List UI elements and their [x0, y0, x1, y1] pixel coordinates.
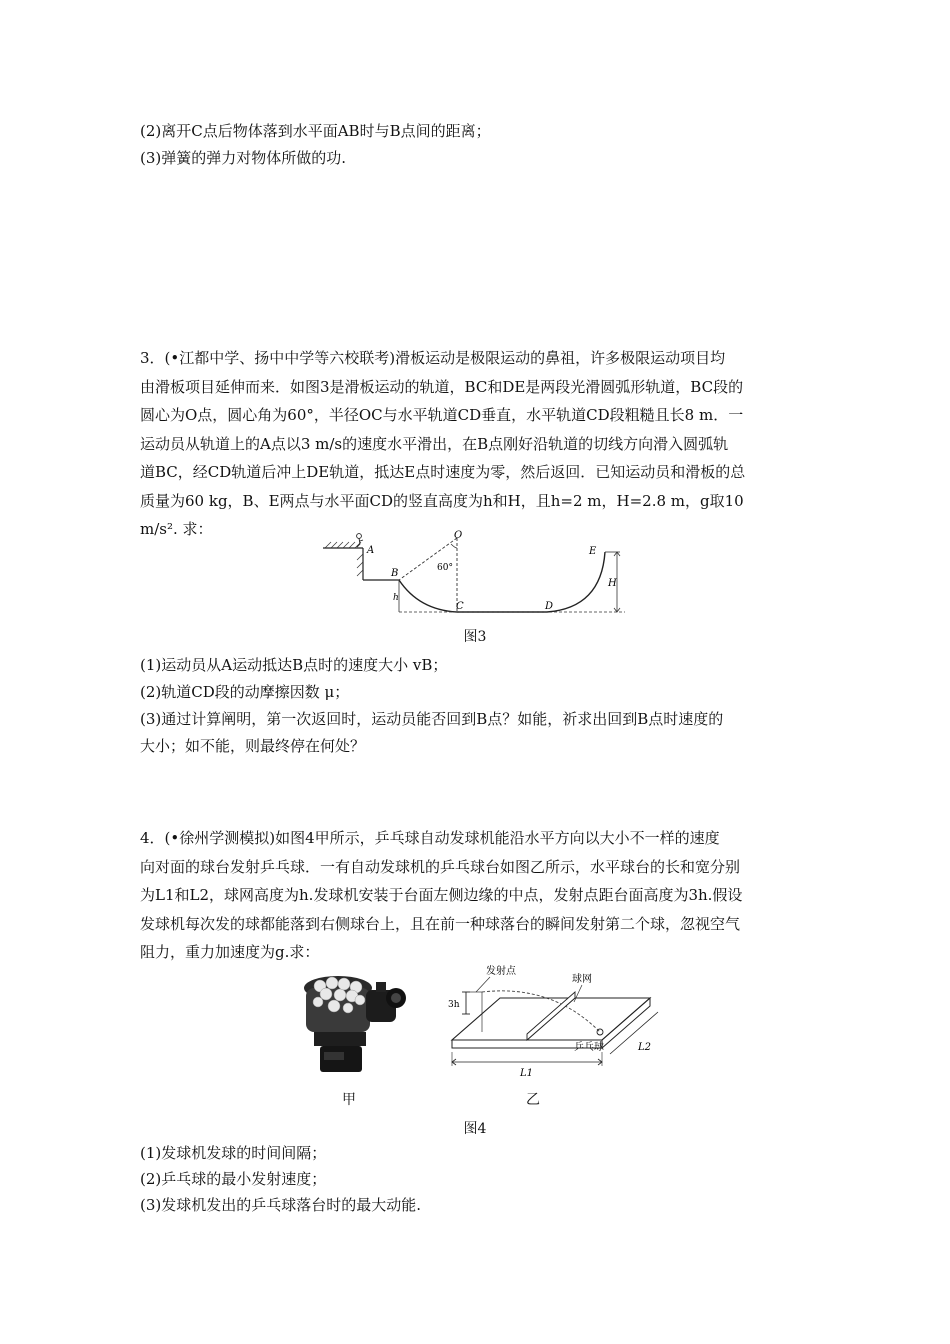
q4-line: 阻力，重力加速度为g.求：: [140, 943, 320, 961]
q3-part: (1)运动员从A运动抵达B点时的速度大小 vB；: [140, 656, 448, 674]
q3-text: [140, 344, 812, 544]
q3-line: 3．(•江都中学、扬中中学等六校联考)滑板运动是极限运动的鼻祖，许多极限运动项目均: [140, 349, 726, 367]
q3-line: 圆心为O点，圆心角为60°，半径OC与水平轨道CD垂直，水平轨道CD段粗糙且长8 m．一: [140, 406, 744, 424]
q4-text: [140, 824, 812, 967]
label-ball: 乒乓球: [574, 1042, 604, 1053]
q4-part: (1)发球机发球的时间间隔；: [140, 1144, 327, 1162]
q2-part-2: (2)离开C点后物体落到水平面AB时与B点间的距离；: [140, 122, 491, 140]
q4-part: (2)乒乓球的最小发射速度；: [140, 1170, 327, 1188]
figure-3-track-diagram: [315, 528, 635, 620]
q3-part: 大小；如不能，则最终停在何处？: [140, 737, 366, 755]
label-net: 球网: [572, 974, 592, 985]
q3-line: 运动员从轨道上的A点以3 m/s的速度水平滑出，在B点刚好沿轨道的切线方向滑入圆弧轨: [140, 434, 729, 453]
figure-3-caption: 图3: [463, 629, 487, 645]
label-L1: L1: [520, 1068, 534, 1079]
label-h: h: [393, 593, 399, 603]
q3-line: 道BC，经CD轨道后冲上DE轨道，抵达E点时速度为零，然后返回．已知运动员和滑板的总: [140, 463, 746, 481]
label-H: H: [608, 578, 617, 589]
q3-line: 由滑板项目延伸而来．如图3是滑板运动的轨道，BC和DE是两段光滑圆弧形轨道，BC段的: [140, 377, 744, 396]
q3-part: (2)轨道CD段的动摩擦因数 μ；: [140, 683, 350, 701]
q3-line: 质量为60 kg，B、E两点与水平面CD的竖直高度为h和H，且h=2 m，H=2.8 m，g取10: [140, 491, 744, 510]
q3-line: m/s². 求：: [140, 520, 213, 538]
figure-4a-caption: 甲: [342, 1092, 356, 1108]
label-angle: 60°: [437, 563, 453, 573]
q4-line: 发球机每次发的球都能落到右侧球台上，且在前一种球落台的瞬间发射第二个球，忽视空气: [140, 914, 741, 933]
label-C: C: [456, 601, 464, 612]
figure-4b-caption: 乙: [526, 1092, 540, 1108]
q3-parts: [140, 652, 812, 760]
label-O: O: [454, 530, 463, 541]
figure-4-caption: 图4: [463, 1121, 487, 1137]
q3-part: (3)通过计算阐明，第一次返回时，运动员能否回到B点？如能，祈求出回到B点时速度的: [140, 710, 724, 728]
q4-part: (3)发球机发出的乒乓球落台时的最大动能.: [140, 1196, 422, 1214]
label-3h: 3h: [448, 1000, 460, 1010]
q2-part-3: (3)弹簧的弹力对物体所做的功.: [140, 149, 347, 167]
q4-line: 4．(•徐州学测模拟)如图4甲所示，乒乓球自动发球机能沿水平方向以大小不一样的速度: [140, 829, 720, 847]
q4-line: 为L1和L2，球网高度为h.发球机安装于台面左侧边缘的中点，发射点距台面高度为3h.假设: [140, 886, 743, 904]
label-D: D: [545, 601, 554, 612]
q4-parts: [140, 1140, 812, 1218]
figure-4b-table-diagram: [442, 962, 672, 1082]
label-A: A: [367, 545, 375, 556]
figure-4a-ball-machine: [300, 968, 415, 1080]
label-E: E: [589, 546, 597, 557]
label-B: B: [391, 568, 399, 579]
label-launch-point: 发射点: [486, 966, 516, 977]
label-L2: L2: [638, 1042, 652, 1053]
q4-line: 向对面的球台发射乒乓球．一有自动发球机的乒乓球台如图乙所示，水平球台的长和宽分别: [140, 857, 741, 876]
